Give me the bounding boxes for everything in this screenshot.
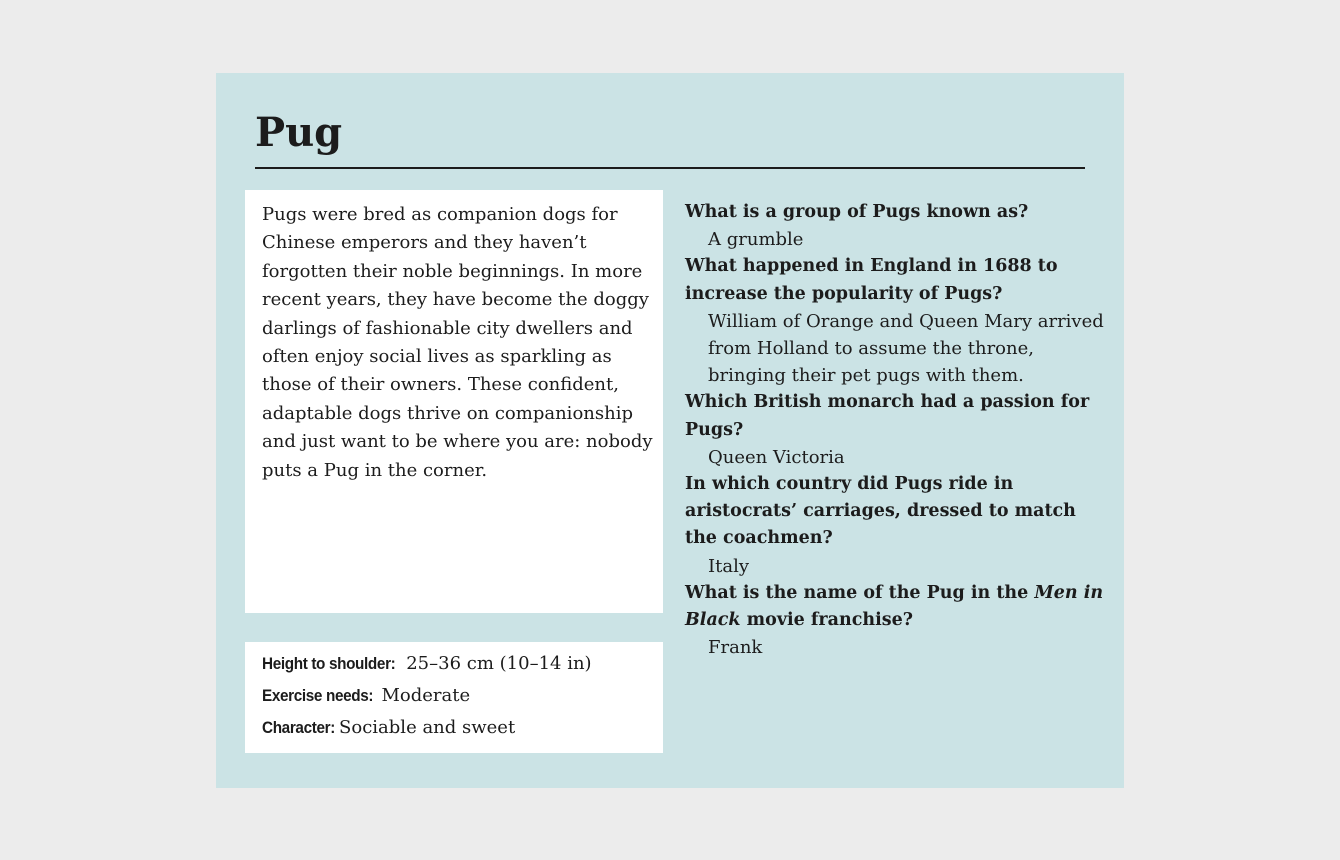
stat-value: Sociable and sweet xyxy=(339,717,516,738)
quiz-answer: Queen Victoria xyxy=(708,446,845,468)
quiz-answer: Frank xyxy=(708,637,763,659)
quiz-answer: Italy xyxy=(708,555,750,577)
stat-exercise xyxy=(262,680,657,712)
stats-panel xyxy=(245,642,663,753)
quiz-question: Which British monarch had a passion for Pugs? xyxy=(685,392,1090,440)
quiz-answer: William of Orange and Queen Mary arrived from Holland to assume the throne, bringing their pet pugs with them. xyxy=(708,310,1104,387)
quiz-question: What happened in England in 1688 to increase the popularity of Pugs? xyxy=(685,256,1058,304)
stat-label: Exercise needs: xyxy=(262,686,374,705)
movie-title: Men in Black xyxy=(685,582,1104,631)
stat-value: 25–36 cm (10–14 in) xyxy=(406,653,592,674)
quiz-question: In which country did Pugs ride in aristocrats’ carriages, dressed to match the coachmen? xyxy=(685,474,1076,549)
quiz-question xyxy=(685,580,1105,634)
stat-label: Character: xyxy=(262,718,335,737)
page-title: Pug xyxy=(255,109,343,156)
title-divider xyxy=(255,167,1085,169)
quiz-answer: A grumble xyxy=(708,229,804,251)
stat-label: Height to shoulder: xyxy=(262,654,396,673)
description-panel xyxy=(245,190,663,613)
question-prefix: What is the name of the Pug in the xyxy=(685,582,1029,603)
quiz-section xyxy=(685,199,1105,661)
description-text: Pugs were bred as companion dogs for Chinese emperors and they haven’t forgotten their noble beginnings. In more recent years, they have become the doggy darlings of fashionable city dwellers and often enjoy social lives as sparkling as those of their owners. These confident, adaptable dogs thrive on companionship and just want to be where you are: nobody puts a Pug in the corner. xyxy=(262,204,653,481)
stat-character xyxy=(262,712,657,744)
quiz-question: What is a group of Pugs known as? xyxy=(685,202,1029,222)
stat-value: Moderate xyxy=(381,685,471,706)
stat-height xyxy=(262,648,657,680)
question-suffix: movie franchise? xyxy=(746,610,913,631)
breed-card xyxy=(216,73,1124,788)
